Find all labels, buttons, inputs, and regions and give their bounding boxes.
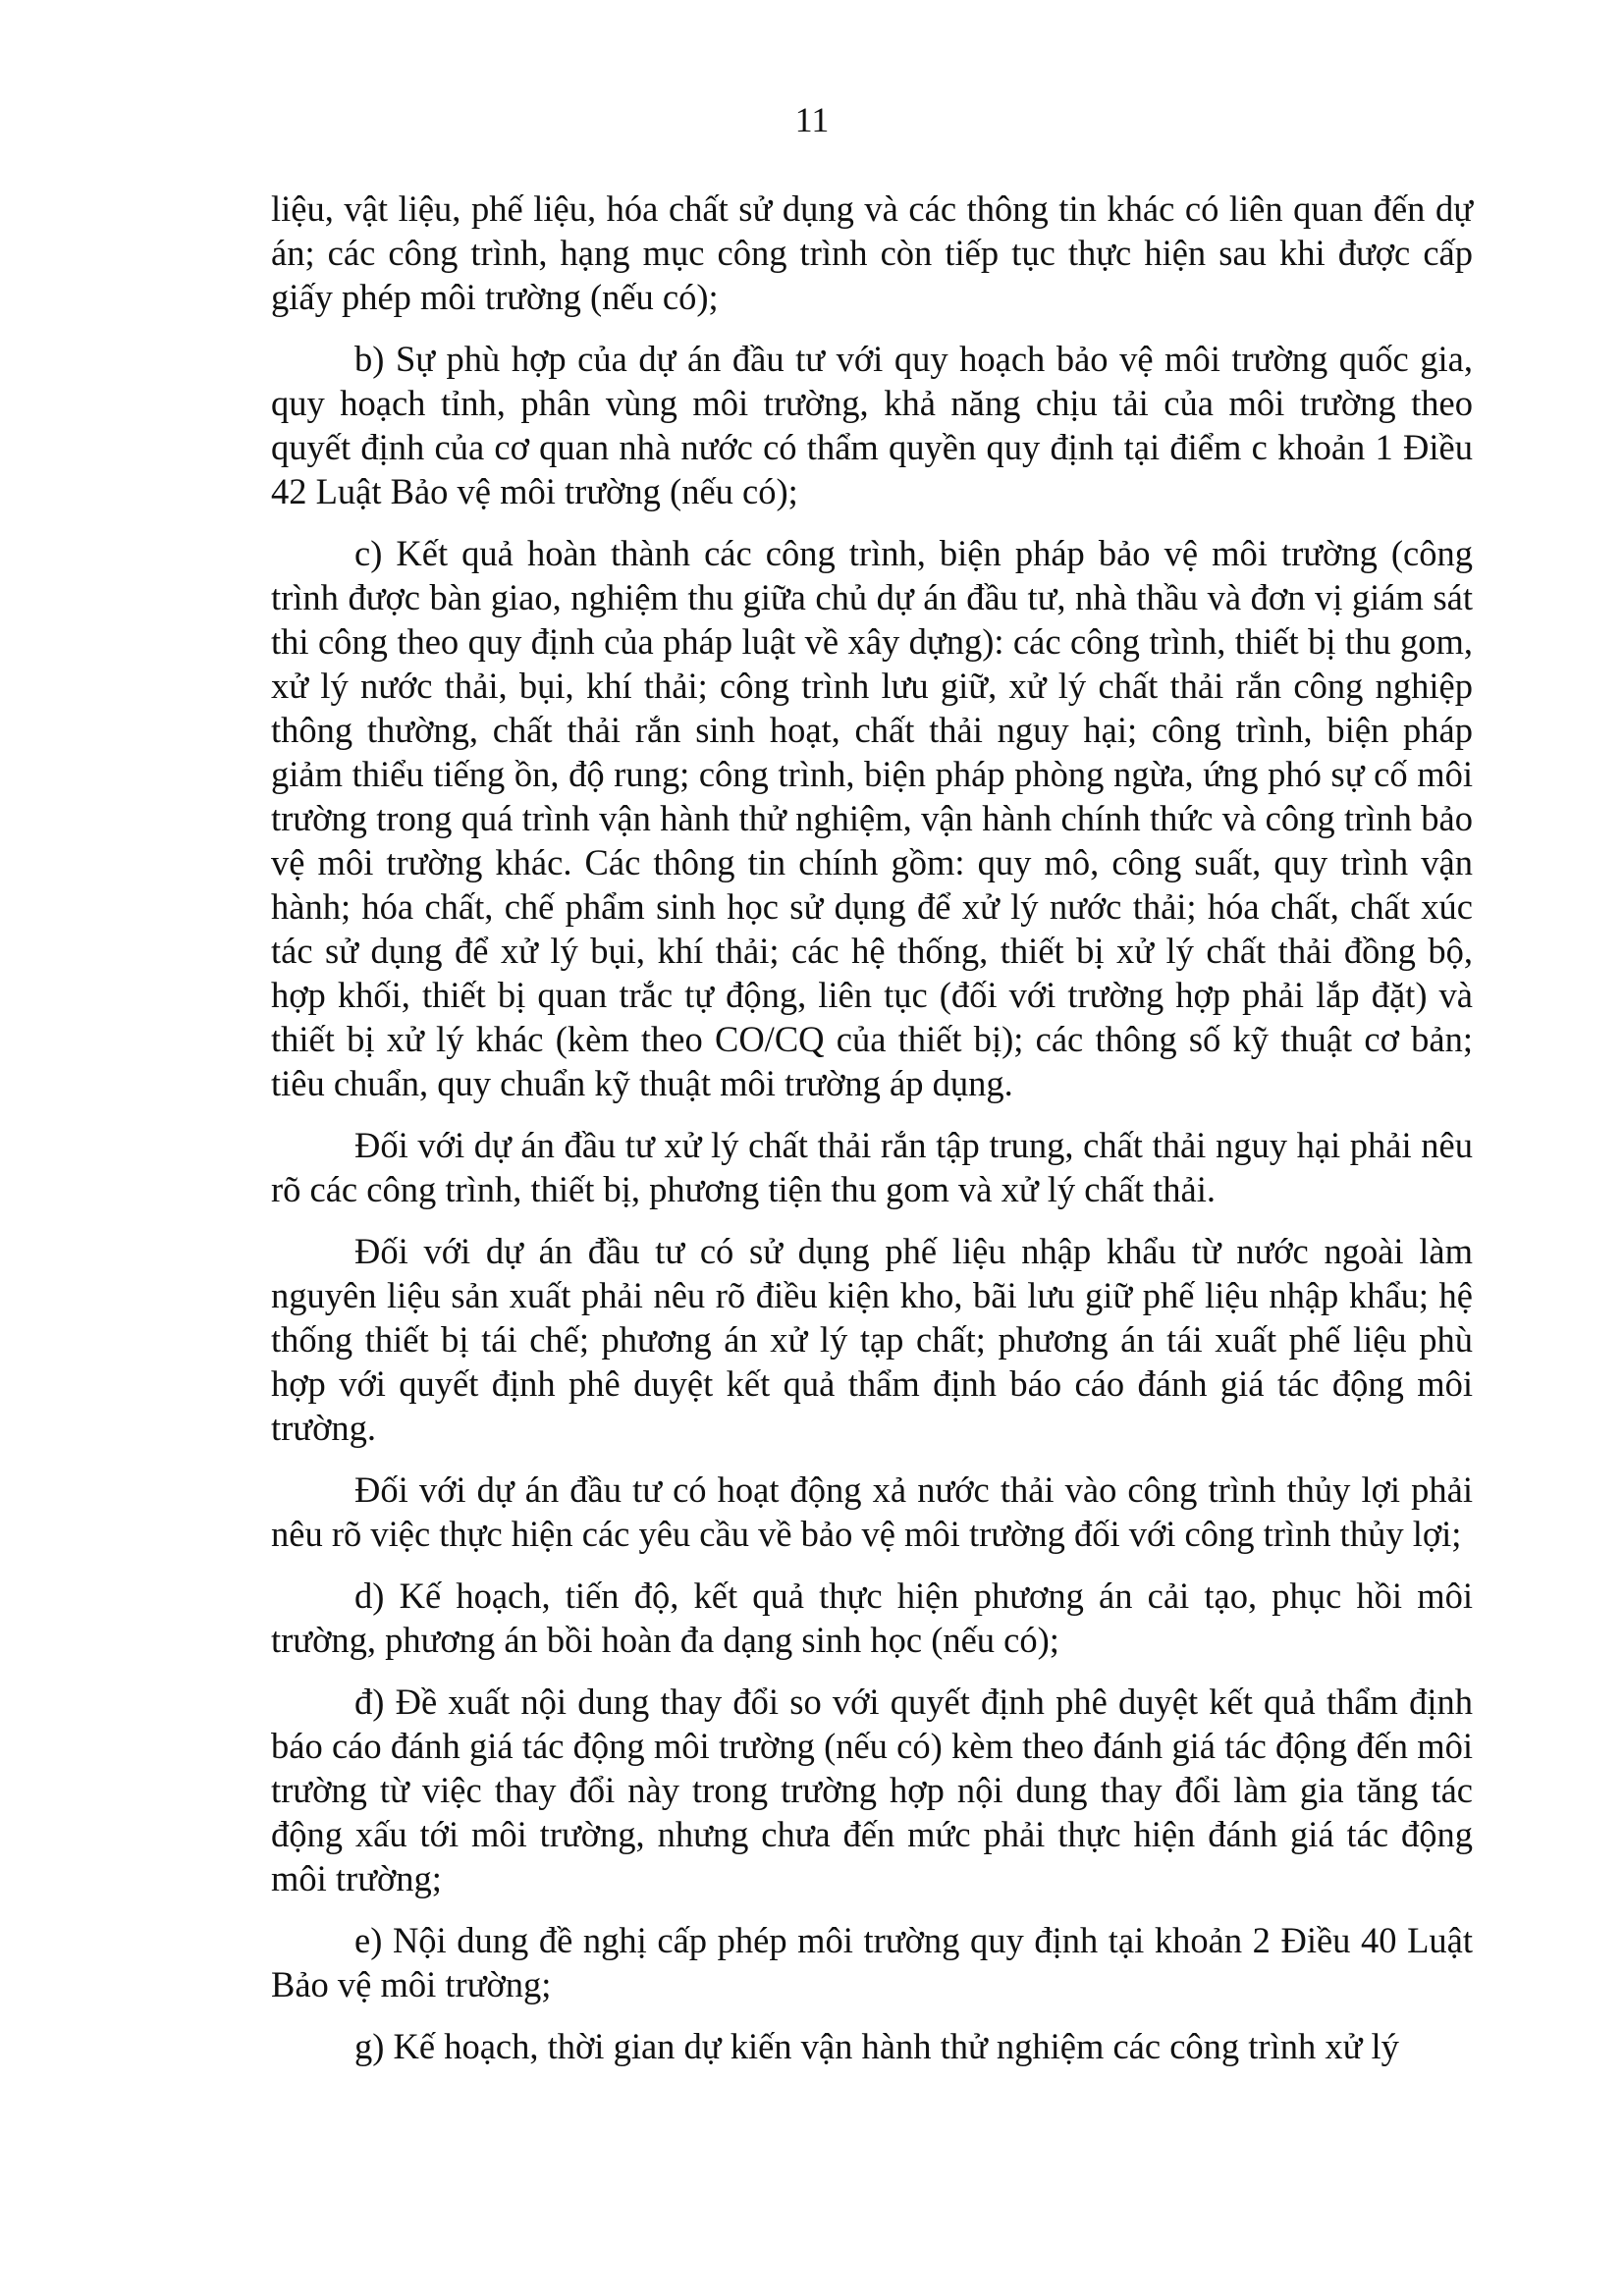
paragraph-item-b: b) Sự phù hợp của dự án đầu tư với quy hoạch bảo vệ môi trường quốc gia, quy hoạch tỉnh, phân vùng môi trường, khả năng chịu tải của môi trường theo quyết định của cơ quan nhà nước có thẩm quyền quy định tại điểm c khoản 1 Điều 42 Luật Bảo vệ môi trường (nếu có);: [271, 339, 1473, 511]
paragraph-imported-scrap-projects: Đối với dự án đầu tư có sử dụng phế liệu nhập khẩu từ nước ngoài làm nguyên liệu sản xuất phải nêu rõ điều kiện kho, bãi lưu giữ phế liệu nhập khẩu; hệ thống thiết bị tái chế; phương án xử lý tạp chất; phương án tái xuất phế liệu phù hợp với quyết định phê duyệt kết quả thẩm định báo cáo đánh giá tác động môi trường.: [271, 1231, 1473, 1448]
document-body: [271, 187, 1473, 2086]
paragraph-item-g: g) Kế hoạch, thời gian dự kiến vận hành thử nghiệm các công trình xử lý: [354, 2026, 1399, 2066]
paragraph-item-c: c) Kết quả hoàn thành các công trình, biện pháp bảo vệ môi trường (công trình được bàn giao, nghiệm thu giữa chủ dự án đầu tư, nhà thầu và đơn vị giám sát thi công theo quy định của pháp luật về xây dựng): các công trình, thiết bị thu gom, xử lý nước thải, bụi, khí thải; công trình lưu giữ, xử lý chất thải rắn công nghiệp thông thường, chất thải rắn sinh hoạt, chất thải nguy hại; công trình, biện pháp giảm thiểu tiếng ồn, độ rung; công trình, biện pháp phòng ngừa, ứng phó sự cố môi trường trong quá trình vận hành thử nghiệm, vận hành chính thức và công trình bảo vệ môi trường khác. Các thông tin chính gồm: quy mô, công suất, quy trình vận hành; hóa chất, chế phẩm sinh học sử dụng để xử lý nước thải; hóa chất, chất xúc tác sử dụng để xử lý bụi, khí thải; các hệ thống, thiết bị xử lý chất thải đồng bộ, hợp khối, thiết bị quan trắc tự động, liên tục (đối với trường hợp phải lắp đặt) và thiết bị xử lý khác (kèm theo CO/CQ của thiết bị); các thông số kỹ thuật cơ bản; tiêu chuẩn, quy chuẩn kỹ thuật môi trường áp dụng.: [271, 533, 1473, 1103]
paragraph-continuation: liệu, vật liệu, phế liệu, hóa chất sử dụng và các thông tin khác có liên quan đến dự án; các công trình, hạng mục công trình còn tiếp tục thực hiện sau khi được cấp giấy phép môi trường (nếu có);: [271, 188, 1473, 317]
page-number: 11: [794, 100, 830, 139]
paragraph-item-d: d) Kế hoạch, tiến độ, kết quả thực hiện phương án cải tạo, phục hồi môi trường, phương án bồi hoàn đa dạng sinh học (nếu có);: [271, 1575, 1473, 1660]
paragraph-item-e: e) Nội dung đề nghị cấp phép môi trường quy định tại khoản 2 Điều 40 Luật Bảo vệ môi trường;: [271, 1920, 1473, 2004]
paragraph-irrigation-discharge-projects: Đối với dự án đầu tư có hoạt động xả nước thải vào công trình thủy lợi phải nêu rõ việc thực hiện các yêu cầu về bảo vệ môi trường đối với công trình thủy lợi;: [271, 1469, 1473, 1554]
paragraph-solid-waste-projects: Đối với dự án đầu tư xử lý chất thải rắn tập trung, chất thải nguy hại phải nêu rõ các công trình, thiết bị, phương tiện thu gom và xử lý chất thải.: [271, 1125, 1473, 1209]
paragraph-item-dd: đ) Đề xuất nội dung thay đổi so với quyết định phê duyệt kết quả thẩm định báo cáo đánh giá tác động môi trường (nếu có) kèm theo đánh giá tác động đến môi trường từ việc thay đổi này trong trường hợp nội dung thay đổi làm gia tăng tác động xấu tới môi trường, nhưng chưa đến mức phải thực hiện đánh giá tác động môi trường;: [271, 1682, 1473, 1898]
